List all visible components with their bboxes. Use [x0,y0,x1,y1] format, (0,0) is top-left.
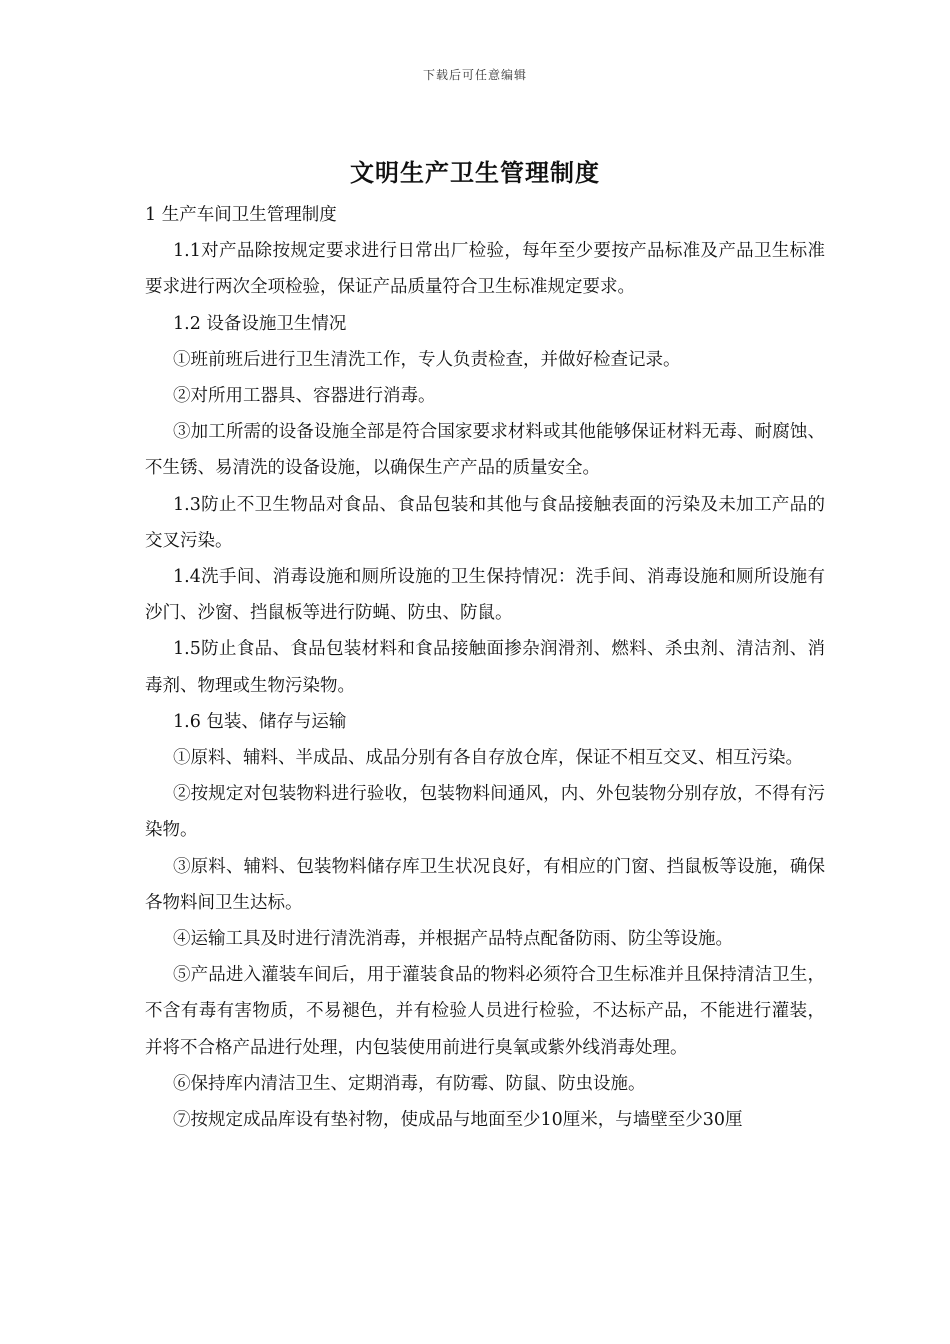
list-item: ⑦按规定成品库设有垫衬物，使成品与地面至少10厘米，与墙壁至少30厘 [173,1110,743,1131]
document-title: 文明生产卫生管理制度 [350,158,600,187]
section-heading: 1 生产车间卫生管理制度 [145,205,337,225]
document-body [145,197,825,1138]
list-item: ②对所用工器具、容器进行消毒。 [173,386,436,407]
paragraph: 1.4洗手间、消毒设施和厕所设施的卫生保持情况：洗手间、消毒设施和厕所设施有沙门、沙窗、挡鼠板等进行防蝇、防虫、防鼠。 [145,567,825,624]
paragraph: 1.3防止不卫生物品对食品、食品包装和其他与食品接触表面的污染及未加工产品的交叉污染。 [145,494,825,551]
subsection-heading: 1.2 设备设施卫生情况 [173,313,347,334]
list-item: ⑥保持库内清洁卫生、定期消毒，有防霉、防鼠、防虫设施。 [173,1073,646,1094]
list-item: ②按规定对包装物料进行验收，包装物料间通风，内、外包装物分别存放，不得有污染物。 [145,784,825,841]
paragraph: 1.5防止食品、食品包装材料和食品接触面掺杂润滑剂、燃料、杀虫剂、清洁剂、消毒剂、物理或生物污染物。 [145,639,825,696]
paragraph: 1.1对产品除按规定要求进行日常出厂检验，每年至少要按产品标准及产品卫生标准要求进行两次全项检验，保证产品质量符合卫生标准规定要求。 [145,241,825,298]
list-item: ③加工所需的设备设施全部是符合国家要求材料或其他能够保证材料无毒、耐腐蚀、不生锈、易清洗的设备设施，以确保生产产品的质量安全。 [145,422,825,479]
subsection-heading: 1.6 包装、储存与运输 [173,711,347,732]
list-item: ④运输工具及时进行清洗消毒，并根据产品特点配备防雨、防尘等设施。 [173,929,733,950]
list-item: ①班前班后进行卫生清洗工作，专人负责检查，并做好检查记录。 [173,349,681,370]
list-item: ⑤产品进入灌装车间后，用于灌装食品的物料必须符合卫生标准并且保持清洁卫生，不含有毒有害物质，不易褪色，并有检验人员进行检验，不达标产品，不能进行灌装，并将不合格产品进行处理，内包装使用前进行臭氧或紫外线消毒处理。 [145,965,825,1058]
list-item: ①原料、辅料、半成品、成品分别有各自存放仓库，保证不相互交叉、相互污染。 [173,748,803,769]
header-note: 下载后可任意编辑 [422,68,527,82]
list-item: ③原料、辅料、包装物料储存库卫生状况良好，有相应的门窗、挡鼠板等设施，确保各物料间卫生达标。 [145,856,825,913]
